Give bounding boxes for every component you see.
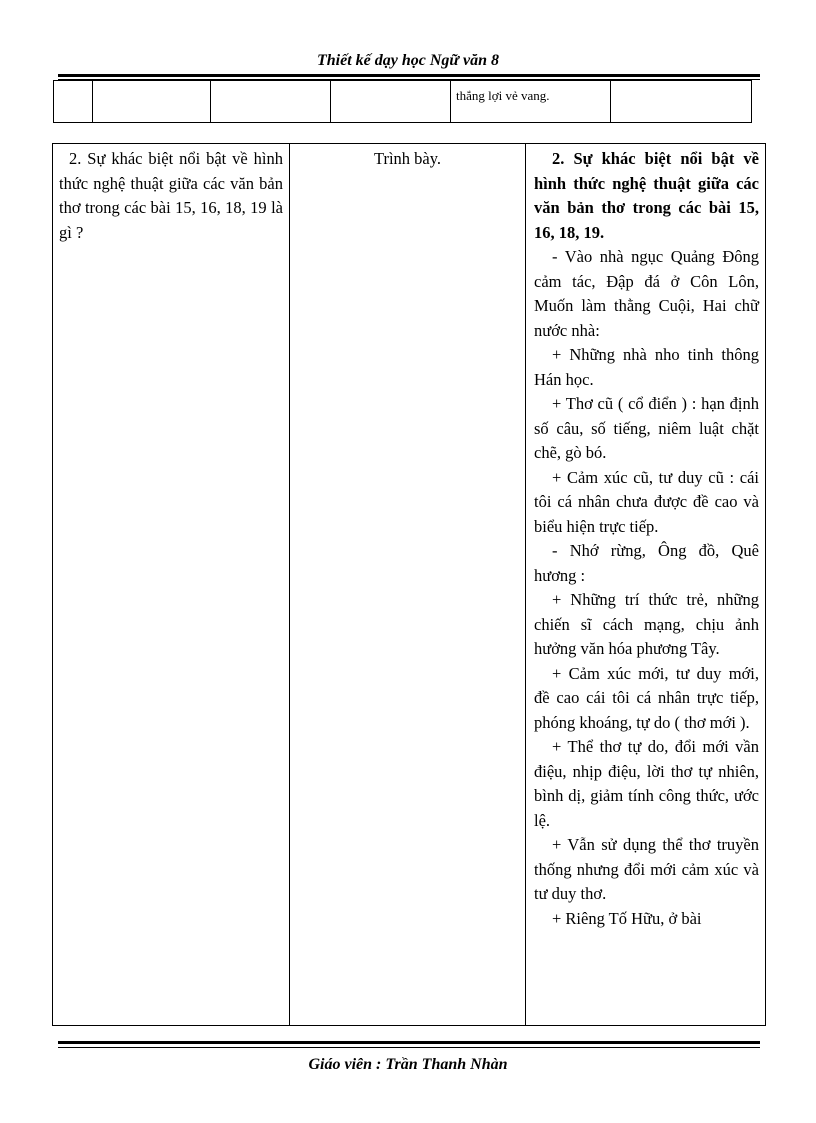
page-footer-title: Giáo viên : Trần Thanh Nhàn bbox=[308, 1056, 508, 1073]
answer-line: - Vào nhà ngục Quảng Đông cảm tác, Đập đá ở Côn Lôn, Muốn làm thằng Cuội, Hai chữ nước nhà: bbox=[534, 247, 759, 340]
answer-line: - Nhớ rừng, Ông đồ, Quê hương : bbox=[534, 541, 759, 585]
table-cell bbox=[611, 81, 752, 123]
method-text: Trình bày. bbox=[373, 149, 442, 168]
table-cell bbox=[93, 81, 211, 123]
table-cell bbox=[54, 81, 93, 123]
answer-line: + Những nhà nho tinh thông Hán học. bbox=[534, 345, 759, 389]
method-cell bbox=[290, 144, 526, 1026]
answer-line: + Cảm xúc cũ, tư duy cũ : cái tôi cá nhân chưa được đề cao và biểu hiện trực tiếp. bbox=[534, 467, 759, 536]
answer-line: + Cảm xúc mới, tư duy mới, đề cao cái tôi cá nhân trực tiếp, phóng khoáng, tự do ( thơ mới ). bbox=[534, 663, 759, 732]
continuation-table bbox=[53, 80, 752, 123]
answer-line: + Vẫn sử dụng thể thơ truyền thống nhưng đổi mới cảm xúc và tư duy thơ. bbox=[534, 835, 759, 903]
page-header-title: Thiết kế dạy học Ngữ văn 8 bbox=[316, 52, 499, 69]
table-cell bbox=[211, 81, 331, 123]
table-cell bbox=[451, 81, 611, 123]
header-rule-thick bbox=[58, 74, 760, 77]
footer-rule-thick bbox=[58, 1041, 760, 1044]
table-row bbox=[53, 144, 766, 1026]
answer-cell bbox=[526, 144, 766, 1026]
continuation-text: thắng lợi vẻ vang. bbox=[456, 88, 550, 103]
answer-line: + Riêng Tố Hữu, ở bài bbox=[552, 908, 702, 928]
table-cell bbox=[331, 81, 451, 123]
answer-line: + Những trí thức trẻ, những chiến sĩ cách mạng, chịu ảnh hưởng văn hóa phương Tây. bbox=[534, 590, 759, 658]
answer-line: + Thể thơ tự do, đổi mới vần điệu, nhịp điệu, lời thơ tự nhiên, bình dị, giảm tính công thức, ước lệ. bbox=[534, 737, 759, 830]
question-cell bbox=[53, 144, 290, 1026]
question-text: 2. Sự khác biệt nổi bật về hình thức nghệ thuật giữa các văn bản thơ trong các bài 15, 16, 18, 19 là gì ? bbox=[59, 149, 283, 242]
table-row bbox=[54, 81, 752, 123]
lesson-table bbox=[52, 143, 766, 1026]
answer-title: 2. Sự khác biệt nổi bật về hình thức nghệ thuật giữa các văn bản thơ trong các bài 15, 16, 18, 19. bbox=[534, 149, 759, 242]
answer-line: + Thơ cũ ( cổ điển ) : hạn định số câu, số tiếng, niêm luật chặt chẽ, gò bó. bbox=[534, 394, 759, 462]
footer-rule-thin bbox=[58, 1047, 760, 1048]
